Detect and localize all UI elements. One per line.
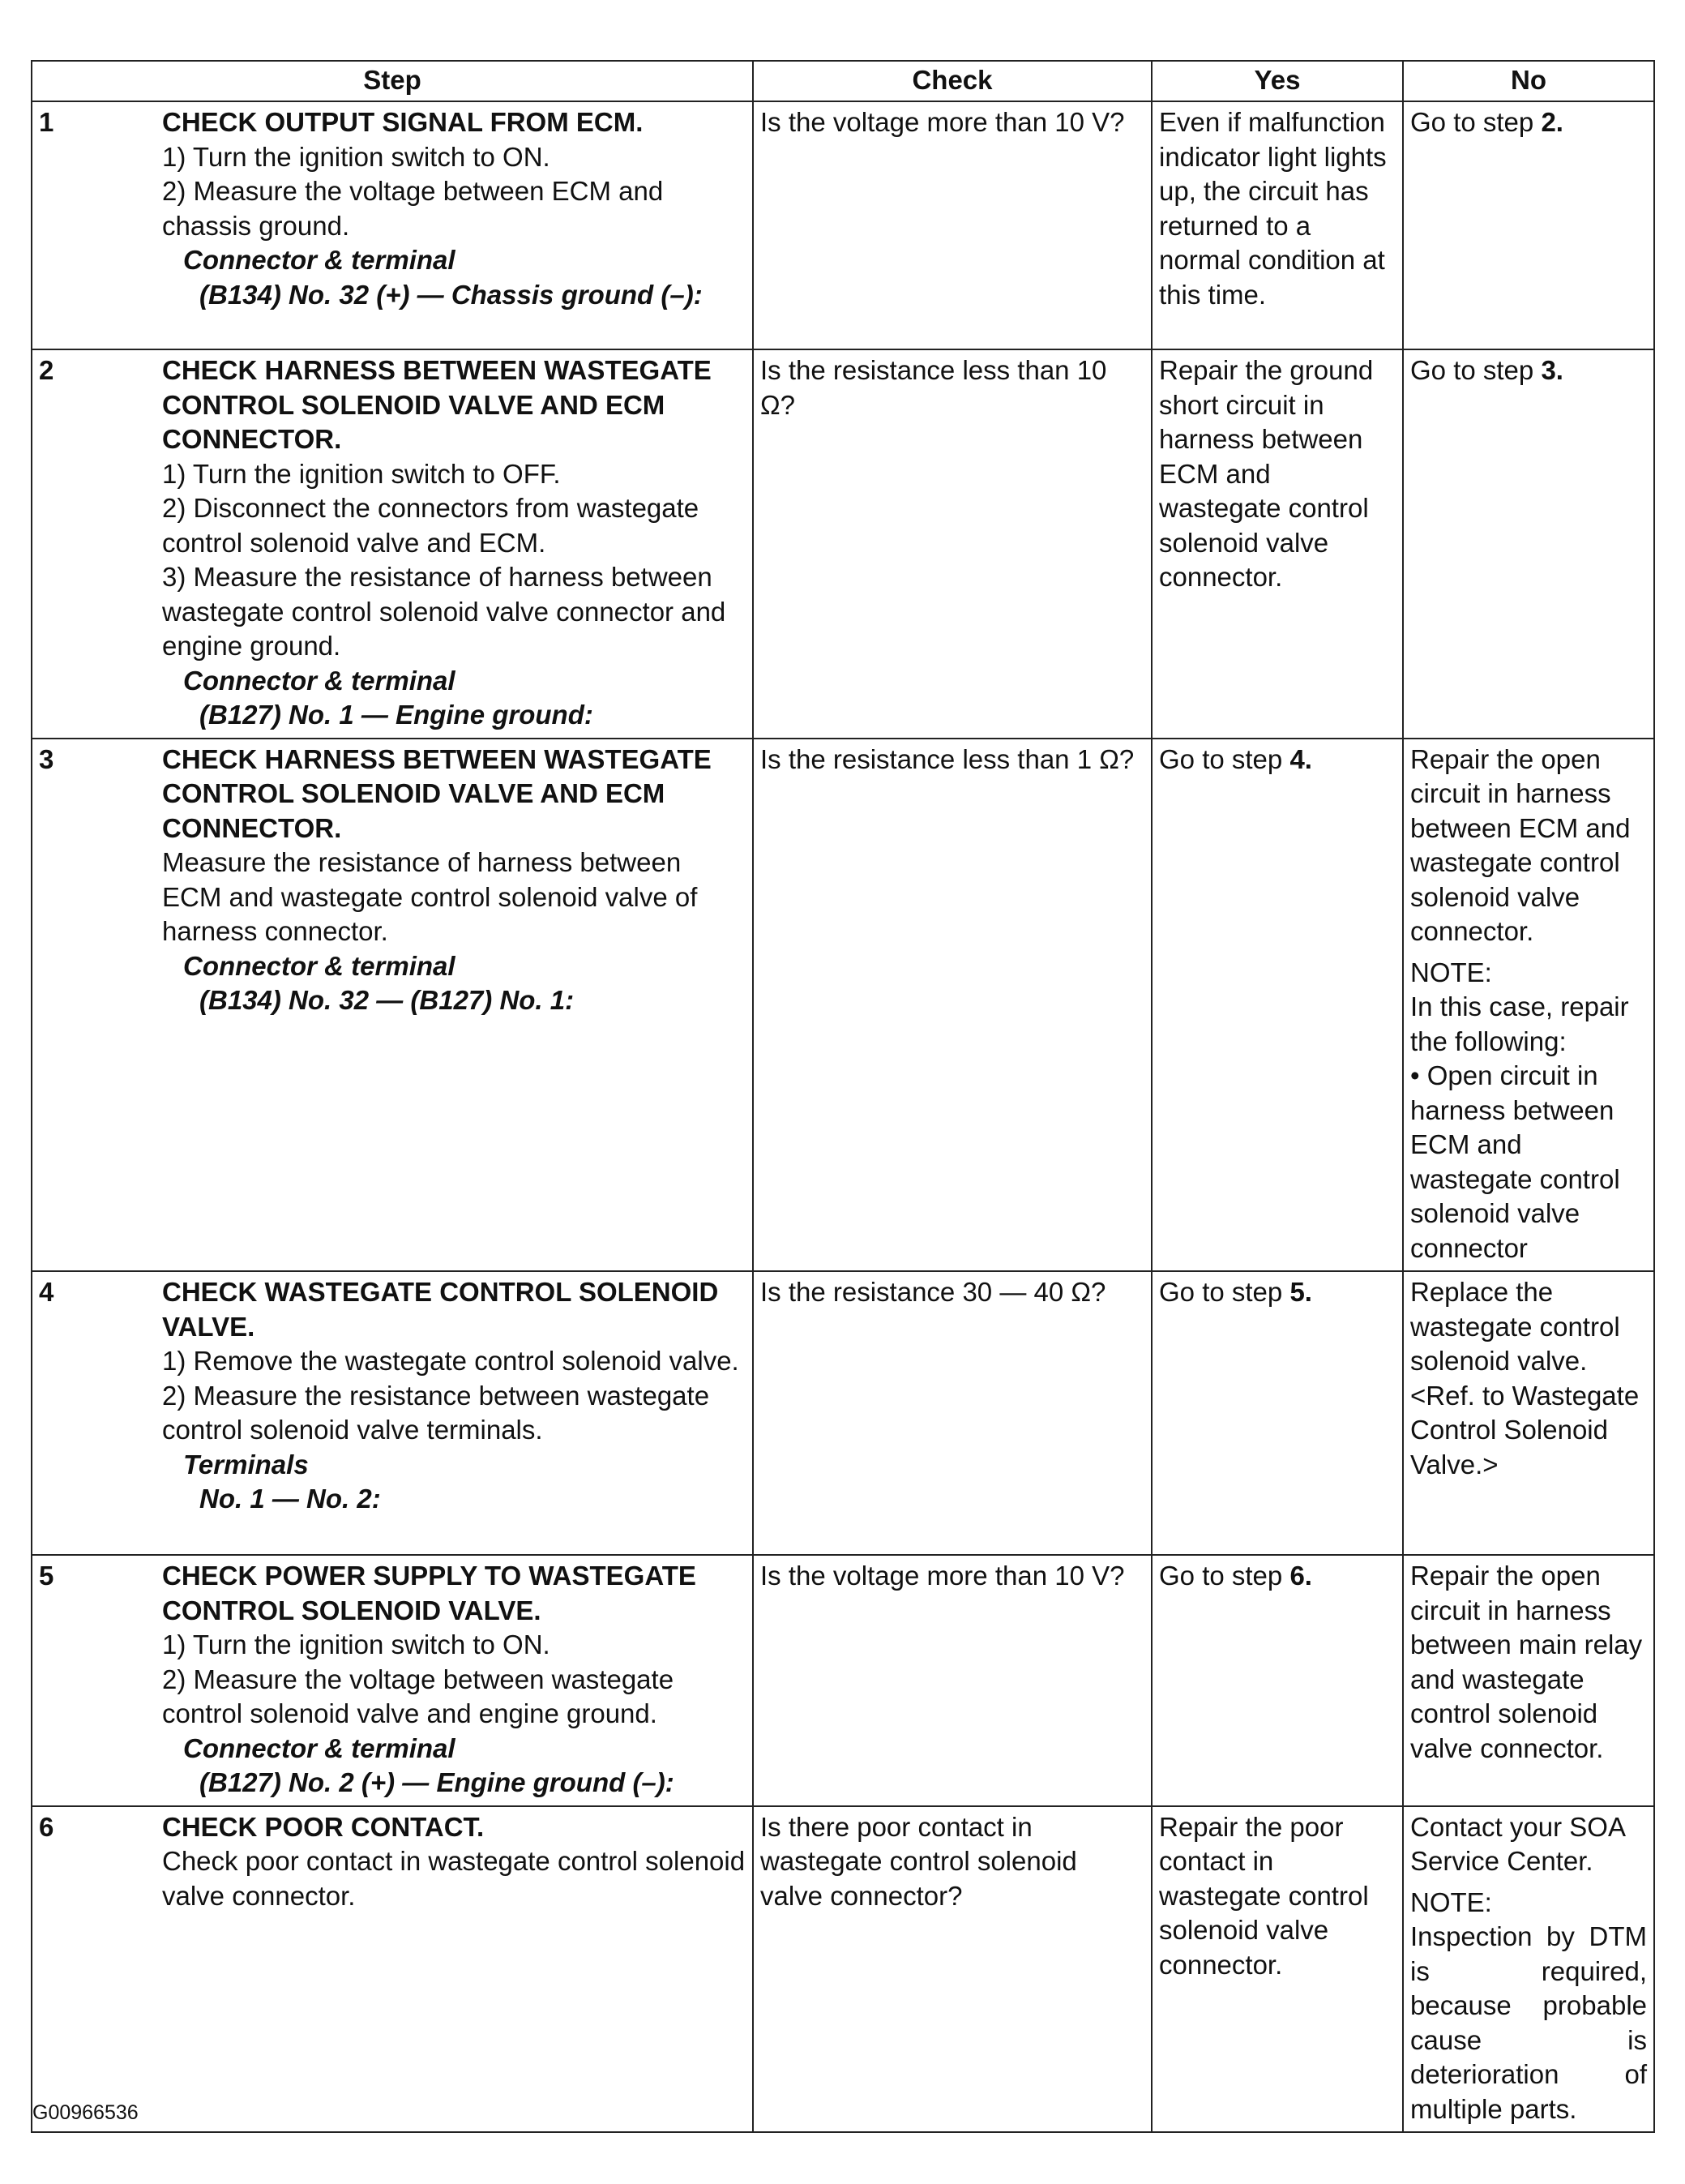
goto-text: Go to step bbox=[1159, 1277, 1290, 1307]
yes-cell bbox=[1152, 1271, 1403, 1555]
connector-terminal: (B134) No. 32 (+) — Chassis ground (–): bbox=[199, 279, 703, 310]
table-header-row bbox=[32, 61, 1654, 101]
step-number: 1 bbox=[39, 107, 54, 137]
connector-terminal: (B127) No. 2 (+) — Engine ground (–): bbox=[199, 1767, 674, 1797]
step-instruction: 2) Disconnect the connectors from wastegate control solenoid valve and ECM. bbox=[162, 493, 699, 558]
header-check: Check bbox=[753, 61, 1152, 101]
table-row bbox=[32, 1271, 1654, 1555]
diagnostic-procedure-table bbox=[31, 60, 1655, 2133]
connector-heading: Connector & terminal bbox=[183, 1732, 455, 1763]
table-row bbox=[32, 349, 1654, 739]
step-cell bbox=[32, 1555, 753, 1806]
check-cell: Is the voltage more than 10 V? bbox=[753, 1555, 1152, 1806]
step-instruction: Check poor contact in wastegate control solenoid valve connector. bbox=[162, 1846, 746, 1911]
step-instruction: 2) Measure the resistance between wastegate control solenoid valve terminals. bbox=[162, 1380, 710, 1445]
connector-heading: Connector & terminal bbox=[183, 950, 455, 981]
step-title: CHECK HARNESS BETWEEN WASTEGATE CONTROL SOLENOID VALVE AND ECM CONNECTOR. bbox=[162, 355, 712, 454]
step-instruction: 1) Turn the ignition switch to ON. bbox=[162, 1629, 550, 1659]
note-bullet: • Open circuit in harness between ECM and wastegate control solenoid valve connector bbox=[1410, 1060, 1620, 1263]
no-cell bbox=[1403, 739, 1654, 1272]
goto-step-number: 2. bbox=[1541, 107, 1563, 137]
step-instruction: 1) Remove the wastegate control solenoid valve. bbox=[162, 1346, 739, 1376]
table-row bbox=[32, 101, 1654, 349]
check-cell: Is the voltage more than 10 V? bbox=[753, 101, 1152, 349]
check-cell: Is there poor contact in wastegate control solenoid valve connector? bbox=[753, 1806, 1152, 2133]
step-instruction: 1) Turn the ignition switch to OFF. bbox=[162, 458, 561, 489]
table-row bbox=[32, 739, 1654, 1272]
terminals-heading: Terminals bbox=[183, 1449, 309, 1480]
step-number: 5 bbox=[39, 1561, 54, 1591]
goto-text: Go to step bbox=[1410, 107, 1542, 137]
no-cell bbox=[1403, 349, 1654, 739]
header-yes: Yes bbox=[1152, 61, 1403, 101]
step-cell bbox=[32, 349, 753, 739]
goto-step-number: 3. bbox=[1541, 355, 1563, 385]
connector-heading: Connector & terminal bbox=[183, 245, 455, 275]
goto-step-number: 6. bbox=[1289, 1561, 1312, 1591]
yes-cell bbox=[1152, 1555, 1403, 1806]
connector-heading: Connector & terminal bbox=[183, 665, 455, 696]
goto-text: Go to step bbox=[1159, 1561, 1290, 1591]
no-cell: Repair the open circuit in harness between main relay and wastegate control solenoid valve connector. bbox=[1403, 1555, 1654, 1806]
step-title: CHECK POOR CONTACT. bbox=[162, 1811, 485, 1842]
figure-id: G00966536 bbox=[32, 2101, 139, 2124]
step-instruction: 1) Turn the ignition switch to ON. bbox=[162, 141, 550, 172]
step-cell bbox=[32, 1271, 753, 1555]
goto-text: Go to step bbox=[1159, 743, 1290, 774]
step-cell bbox=[32, 739, 753, 1272]
no-cell bbox=[1403, 101, 1654, 349]
table-row bbox=[32, 1806, 1654, 2133]
step-title: CHECK WASTEGATE CONTROL SOLENOID VALVE. bbox=[162, 1277, 719, 1342]
step-number: 4 bbox=[39, 1277, 54, 1307]
note-label: NOTE: bbox=[1410, 1886, 1492, 1917]
step-cell bbox=[32, 101, 753, 349]
yes-cell: Even if malfunction indicator light lights up, the circuit has returned to a normal condition at this time. bbox=[1152, 101, 1403, 349]
check-cell: Is the resistance less than 1 Ω? bbox=[753, 739, 1152, 1272]
no-cell: Replace the wastegate control solenoid valve. <Ref. to Wastegate Control Solenoid Valve.> bbox=[1403, 1271, 1654, 1555]
yes-cell: Repair the poor contact in wastegate control solenoid valve connector. bbox=[1152, 1806, 1403, 2133]
header-no: No bbox=[1403, 61, 1654, 101]
step-cell bbox=[32, 1806, 753, 2133]
note-text: In this case, repair the following: bbox=[1410, 991, 1629, 1056]
goto-step-number: 5. bbox=[1289, 1277, 1312, 1307]
check-cell: Is the resistance 30 — 40 Ω? bbox=[753, 1271, 1152, 1555]
note-label: NOTE: bbox=[1410, 957, 1492, 987]
step-instruction: 2) Measure the voltage between ECM and chassis ground. bbox=[162, 176, 664, 241]
table-row bbox=[32, 1555, 1654, 1806]
no-cell bbox=[1403, 1806, 1654, 2133]
connector-terminal: (B134) No. 32 — (B127) No. 1: bbox=[199, 985, 575, 1015]
header-step: Step bbox=[32, 61, 753, 101]
no-action-text: Repair the open circuit in harness between ECM and wastegate control solenoid valve connector. bbox=[1410, 743, 1631, 946]
step-number: 6 bbox=[39, 1811, 54, 1842]
goto-text: Go to step bbox=[1410, 355, 1542, 385]
no-action-text: Contact your SOA Service Center. bbox=[1410, 1811, 1625, 1876]
step-title: CHECK HARNESS BETWEEN WASTEGATE CONTROL SOLENOID VALVE AND ECM CONNECTOR. bbox=[162, 743, 712, 843]
step-instruction: 2) Measure the voltage between wastegate control solenoid valve and engine ground. bbox=[162, 1664, 674, 1728]
step-instruction: 3) Measure the resistance of harness between wastegate control solenoid valve connector and engine ground. bbox=[162, 562, 726, 661]
yes-cell: Repair the ground short circuit in harness between ECM and wastegate control solenoid valve connector. bbox=[1152, 349, 1403, 739]
note-text: Inspection by DTM is required, because probable cause is deterioration of multiple parts. bbox=[1410, 1921, 1647, 2124]
terminals-value: No. 1 — No. 2: bbox=[199, 1484, 381, 1514]
step-instruction: Measure the resistance of harness between ECM and wastegate control solenoid valve of harness connector. bbox=[162, 847, 698, 946]
yes-cell bbox=[1152, 739, 1403, 1272]
connector-terminal: (B127) No. 1 — Engine ground: bbox=[199, 700, 593, 730]
goto-step-number: 4. bbox=[1289, 743, 1312, 774]
step-title: CHECK OUTPUT SIGNAL FROM ECM. bbox=[162, 107, 644, 137]
step-number: 2 bbox=[39, 355, 54, 385]
check-cell: Is the resistance less than 10 Ω? bbox=[753, 349, 1152, 739]
step-number: 3 bbox=[39, 743, 54, 774]
step-title: CHECK POWER SUPPLY TO WASTEGATE CONTROL SOLENOID VALVE. bbox=[162, 1561, 696, 1625]
